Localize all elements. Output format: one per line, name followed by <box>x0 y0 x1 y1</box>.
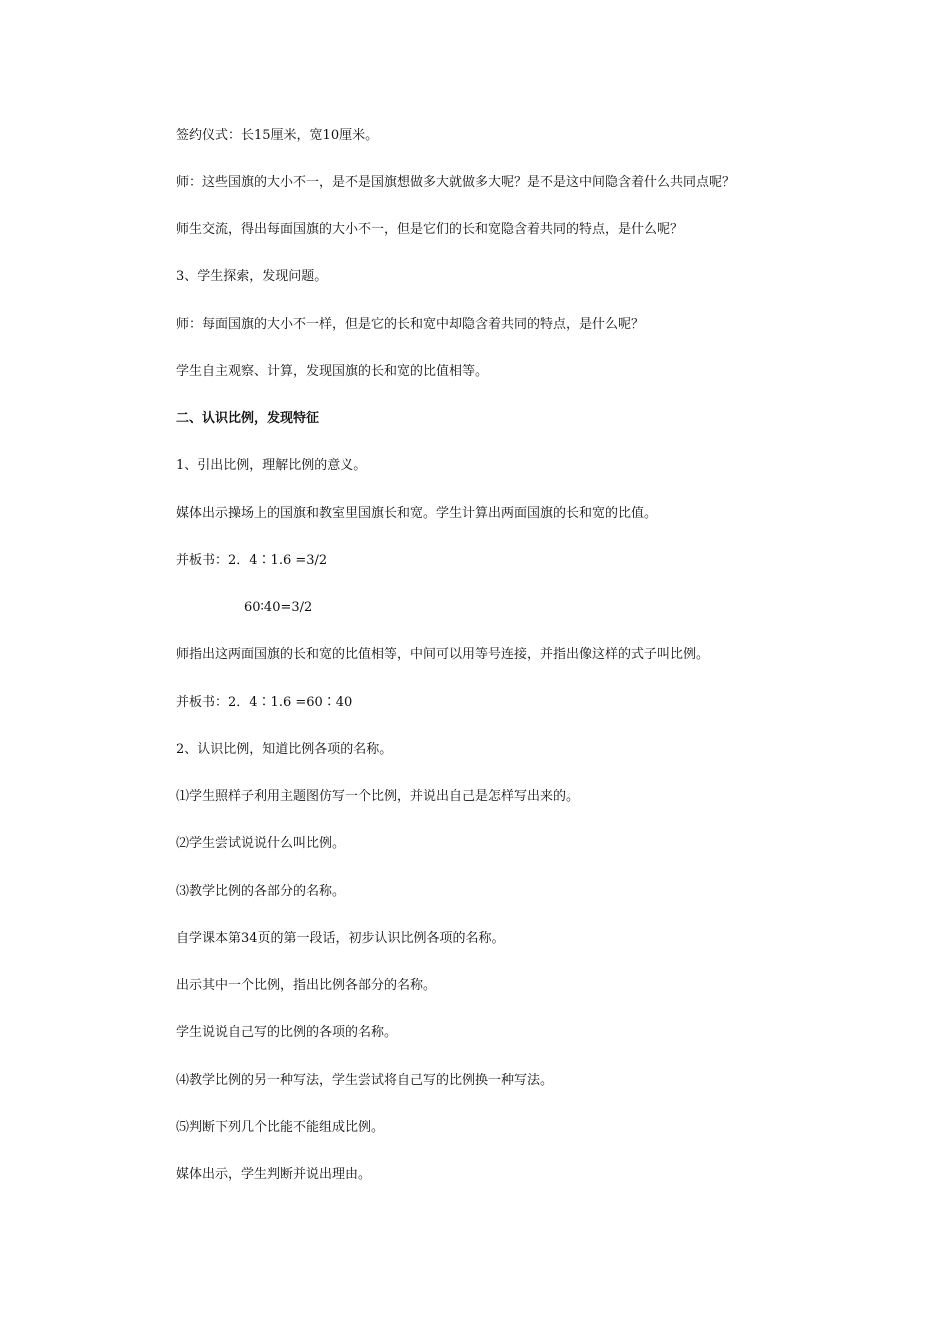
paragraph-board-writing-3: 并板书：2．4∶1.6 =60∶40 <box>176 695 353 710</box>
paragraph-students-name-terms: 学生说说自己写的比例的各项的名称。 <box>176 1025 398 1040</box>
paragraph-media-show-flags: 媒体出示操场上的国旗和教室里国旗长和宽。学生计算出两面国旗的长和宽的比值。 <box>176 506 658 521</box>
paragraph-teacher-student-exchange: 师生交流，得出每面国旗的大小不一，但是它们的长和宽隐含着共同的特点，是什么呢？ <box>176 222 684 237</box>
paragraph-item-4: ⑷教学比例的另一种写法，学生尝试将自己写的比例换一种写法。 <box>176 1073 554 1088</box>
paragraph-show-one-ratio: 出示其中一个比例，指出比例各部分的名称。 <box>176 978 437 993</box>
paragraph-teacher-points-out: 师指出这两面国旗的长和宽的比值相等，中间可以用等号连接，并指出像这样的式子叫比例。 <box>176 647 710 662</box>
paragraph-board-writing-2: 60∶40=3/2 <box>244 600 313 615</box>
paragraph-signing-ceremony-size: 签约仪式：长15厘米，宽10厘米。 <box>176 128 379 143</box>
paragraph-teacher-common-feature: 师：每面国旗的大小不一样，但是它的长和宽中却隐含着共同的特点，是什么呢？ <box>176 317 645 332</box>
section-heading-2: 二、认识比例，发现特征 <box>176 411 320 426</box>
paragraph-board-writing-1: 并板书：2．4∶1.6 =3/2 <box>176 553 328 568</box>
paragraph-step-2-know-terms: 2、认识比例，知道比例各项的名称。 <box>176 742 393 757</box>
paragraph-step-3-explore: 3、学生探索，发现问题。 <box>176 269 328 284</box>
paragraph-students-observe-compute: 学生自主观察、计算，发现国旗的长和宽的比值相等。 <box>176 364 489 379</box>
paragraph-item-2: ⑵学生尝试说说什么叫比例。 <box>176 836 346 851</box>
paragraph-self-study: 自学课本第34页的第一段话，初步认识比例各项的名称。 <box>176 931 505 946</box>
paragraph-step-1-introduce-ratio: 1、引出比例，理解比例的意义。 <box>176 458 367 473</box>
paragraph-teacher-question-flag-size: 师：这些国旗的大小不一，是不是国旗想做多大就做多大呢？是不是这中间隐含着什么共同点呢？ <box>176 175 736 190</box>
paragraph-media-judge: 媒体出示，学生判断并说出理由。 <box>176 1167 372 1182</box>
paragraph-item-5: ⑸判断下列几个比能不能组成比例。 <box>176 1120 385 1135</box>
paragraph-item-1: ⑴学生照样子利用主题图仿写一个比例，并说出自己是怎样写出来的。 <box>176 789 580 804</box>
paragraph-item-3: ⑶教学比例的各部分的名称。 <box>176 884 346 899</box>
